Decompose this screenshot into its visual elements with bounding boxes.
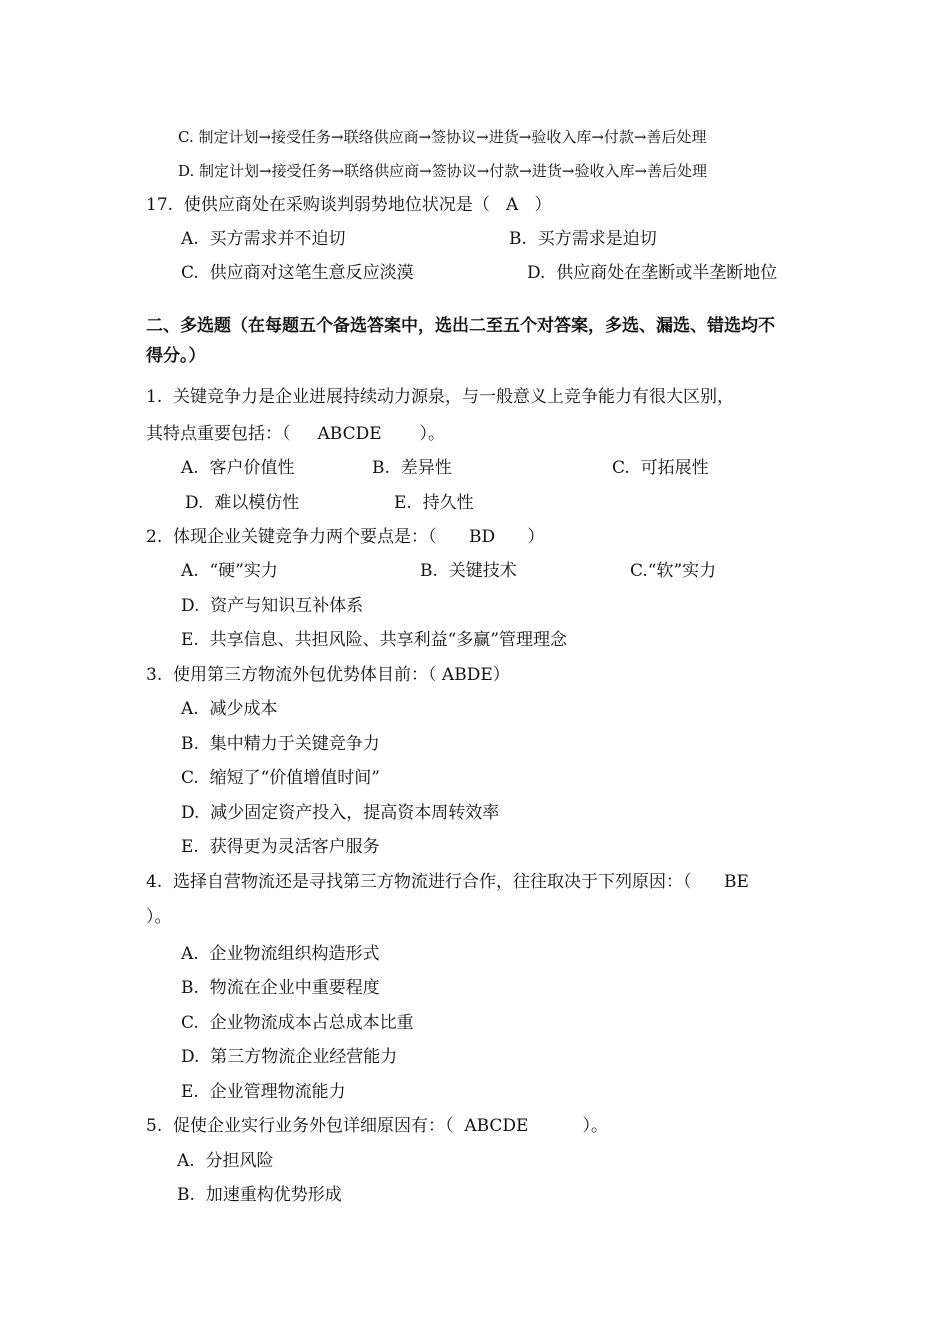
m1-option-c: C. 可拓展性 [612,458,709,478]
m1-option-e: E. 持久性 [394,493,474,513]
m2-stem: 2. 体现企业关键竞争力两个要点是：（ BD ） [146,527,545,547]
q16-option-c: C. 制定计划→接受任务→联络供应商→签协议→进货→验收入库→付款→善后处理 [178,128,707,146]
m4-stem-line1: 4. 选择自营物流还是寻找第三方物流进行合作，往往取决于下列原因：（ BE [146,872,749,892]
m5-option-b: B. 加速重构优势形成 [177,1185,342,1205]
q17-option-a: A. 买方需求并不迫切 [181,229,346,249]
m3-option-b: B. 集中精力于关键竞争力 [181,734,380,754]
m3-option-d: D. 减少固定资产投入，提高资本周转效率 [181,803,500,823]
m5-stem: 5. 促使企业实行业务外包详细原因有：（ ABCDE ）。 [146,1116,609,1136]
m4-option-a: A. 企业物流组织构造形式 [181,944,380,964]
m1-option-a: A. 客户价值性 [181,458,295,478]
m1-stem-line2: 其特点重要包括：（ ABCDE ）。 [146,424,445,444]
q17-option-d: D. 供应商处在垄断或半垄断地位 [527,263,778,283]
m2-option-d: D. 资产与知识互补体系 [181,596,364,616]
m4-stem-line2: ）。 [146,907,172,927]
q17-option-c: C. 供应商对这笔生意反应淡漠 [181,263,414,283]
m1-stem-line1: 1. 关键竞争力是企业进展持续动力源泉，与一般意义上竞争能力有很大区别， [146,387,735,407]
m3-option-c: C. 缩短了“价值增值时间” [181,768,380,788]
m3-option-a: A. 减少成本 [181,699,278,719]
m4-option-e: E. 企业管理物流能力 [181,1082,346,1102]
section-heading-line2: 得分。） [146,346,206,366]
m1-option-b: B. 差异性 [372,458,452,478]
m2-option-a: A. “硬”实力 [181,561,278,581]
m2-option-b: B. 关键技术 [420,561,517,581]
section-heading-line1: 二、多选题（在每题五个备选答案中，选出二至五个对答案，多选、漏选、错选均不 [146,316,775,336]
m4-option-c: C. 企业物流成本占总成本比重 [181,1013,414,1033]
m3-option-e: E. 获得更为灵活客户服务 [181,837,380,857]
q17-stem: 17. 使供应商处在采购谈判弱势地位状况是（ A ） [146,195,552,215]
m1-option-d: D. 难以模仿性 [185,493,300,513]
q17-option-b: B. 买方需求是迫切 [509,229,657,249]
m2-option-e: E. 共享信息、共担风险、共享利益“多赢”管理理念 [181,630,568,650]
m2-option-c: C.“软”实力 [630,561,717,581]
m4-option-d: D. 第三方物流企业经营能力 [181,1047,398,1067]
q16-option-d: D. 制定计划→接受任务→联络供应商→签协议→付款→进货→验收入库→善后处理 [178,162,708,180]
m4-option-b: B. 物流在企业中重要程度 [181,978,380,998]
m5-option-a: A. 分担风险 [177,1151,274,1171]
m3-stem: 3. 使用第三方物流外包优势体目前：（ ABDE） [146,665,510,685]
